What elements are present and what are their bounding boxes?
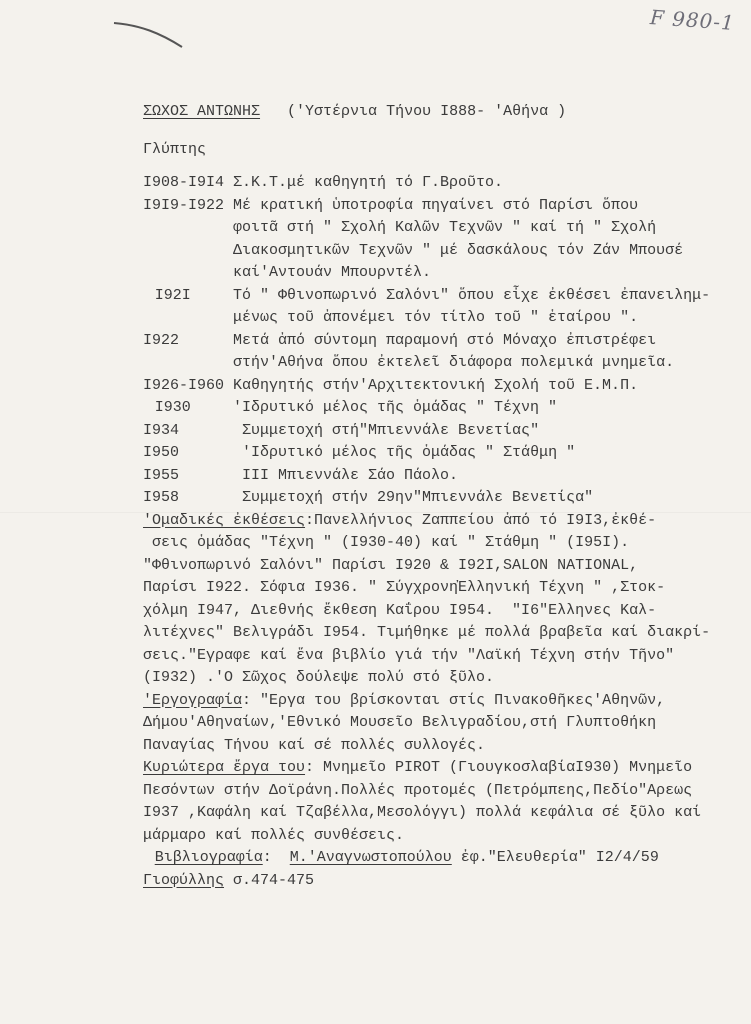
year: I950 xyxy=(143,444,180,461)
artist-name: ΣΩΧΟΣ ΑΝΤΩΝΗΣ xyxy=(143,103,261,120)
timeline-entry xyxy=(143,397,710,420)
entry-text: 'Ιδρυτικό μέλος τῆς ὁμάδας " Στάθμη " xyxy=(242,444,576,461)
section-text: (I932) .'Ο Σῶχος δούλεψε πολύ στό ξῦλο. xyxy=(143,669,495,686)
year: I92I xyxy=(154,286,191,304)
entry-text: III Μπιεννάλε Σάο Πάολο. xyxy=(242,466,459,484)
entry-text: Καθηγητής στήν'Αρχιτεκτονική Σχολή τοῦ Ε.Μ.Π. xyxy=(233,376,639,394)
bibliography-source: ἐφ."Ελευθερία" I2/4/59 xyxy=(451,849,659,866)
entry-text: Μέ κρατική ὑποτροφία πηγαίνει στό Παρίσι ὅπου xyxy=(233,196,639,214)
year: I9I9-I922 xyxy=(143,196,225,214)
works-section xyxy=(143,690,710,713)
section-text: σεις ὁμάδας "Τέχνη " (I930-40) καί " Στάθμη " (I95I). xyxy=(143,534,630,551)
section-text: "Φθινοπωρινό Σαλόνι" Παρίσι I920 & I92I,SALON NATIONAL, xyxy=(143,556,639,574)
section-text: : Μνημεῖο PIROT (ΓιουγκοσλαβίαI930) Μνημεῖο xyxy=(305,759,693,776)
entry-text: φοιτᾶ στή " Σχολή Καλῶν Τεχνῶν " καί τή " Σχολή xyxy=(233,219,657,236)
entry-text: Συμμετοχή στή"Μπιεννάλε Βενετίας" xyxy=(242,421,540,439)
section-text: : "Εργα του βρίσκονται στίς Πινακοθῆκες'Αθηνῶν, xyxy=(242,691,666,709)
section-text: :Πανελλήνιος Ζαππείου ἀπό τό I9I3,ἐκθέ- xyxy=(305,511,657,529)
entry-text: Διακοσμητικῶν Τεχνῶν " μέ δασκάλους τόν Ζάν Μπουσέ xyxy=(233,241,684,259)
year: I930 xyxy=(154,399,191,416)
bibliography-line xyxy=(143,870,710,893)
timeline-entry xyxy=(143,420,710,443)
entry-text: μένως τοῦ ἀπονέμει τόν τίτλο τοῦ " ἑταίρου ". xyxy=(233,309,639,326)
bibliography-section xyxy=(143,847,710,870)
group-exhibitions xyxy=(143,510,710,533)
section-label: Βιβλιογραφία xyxy=(154,849,263,866)
year: I908-I9I4 xyxy=(143,174,225,191)
section-text: Πεσόντων στήν Δοϊράνη.Πολλές προτομές (Πετρόμπεης,Πεδίο"Αρεως xyxy=(143,781,693,799)
timeline-entry xyxy=(143,172,710,195)
section-text: μάρμαρο καί πολλές συνθέσεις. xyxy=(143,826,405,844)
biography-body xyxy=(143,172,710,892)
bibliography-pages: σ.474-475 xyxy=(224,871,315,889)
entry-text: Συμμετοχή στήν 29ην"Μπιεννάλε Βενετίςα" xyxy=(242,489,594,506)
timeline-entry xyxy=(143,465,710,488)
timeline-entry xyxy=(143,195,710,218)
timeline-entry xyxy=(143,442,710,465)
separator: : xyxy=(262,849,290,866)
profession: Γλύπτης xyxy=(143,141,207,158)
section-text: λιτέχνες" Βελιγράδι I954. Τιμήθηκε μέ πολλά βραβεῖα καί διακρί- xyxy=(143,624,711,641)
bibliography-author: Μ.'Αναγνωστοπούλου xyxy=(289,849,452,866)
year: I958 xyxy=(143,489,180,506)
year: I955 xyxy=(143,466,180,484)
entry-text: Τό " Φθινοπωρινό Σαλόνι" ὅπου εἶχε ἐκθέσει ἐπανειλημ- xyxy=(233,286,711,304)
document-title xyxy=(143,101,566,123)
entry-text: Σ.Κ.Τ.μέ καθηγητή τό Γ.Βροῦτο. xyxy=(233,174,504,191)
timeline-entry xyxy=(143,375,710,398)
section-text: χόλμη I947, Διεθνής ἔκθεση Καΐρου I954. "I6"Ελληνες Καλ- xyxy=(143,601,657,619)
entry-text: Μετά ἀπό σύντομη παραμονή στό Μόναχο ἐπιστρέφει xyxy=(233,331,657,349)
pencil-mark xyxy=(110,15,190,55)
archive-number: F 980-1 xyxy=(649,5,736,35)
birth-origin: ('Υστέρνια Τήνου I888- 'Αθήνα ) xyxy=(287,103,567,120)
year: I926-I960 xyxy=(143,376,225,394)
section-text: I937 ,Καφάλη καί Τζαβέλλα,Μεσολόγγι) πολλά κεφάλια σέ ξῦλο καί xyxy=(143,804,702,821)
bibliography-author: Γιοφύλλης xyxy=(143,871,225,889)
section-text: Δήμου'Αθηναίων,'Εθνικό Μουσεῖο Βελιγραδίου,στή Γλυπτοθήκη xyxy=(143,714,657,731)
year: I922 xyxy=(143,331,180,349)
section-label: 'Ομαδικές ἐκθέσεις xyxy=(143,511,306,529)
section-label: Κυριώτερα ἔργα του xyxy=(143,759,306,776)
section-text: Παρίσι I922. Σόφια I936. " ΣύγχρονηἘλληνική Τέχνη " ,Στοκ- xyxy=(143,579,666,596)
section-label: 'Εργογραφία xyxy=(143,691,243,709)
entry-text: καί'Αντουάν Μπουρντέλ. xyxy=(233,264,432,281)
section-text: σεις."Εγραφε καί ἕνα βιβλίο γιά τήν "Λαϊκή Τέχνη στήν Τῆνο" xyxy=(143,646,675,664)
main-works-section xyxy=(143,757,710,780)
section-text: Παναγίας Τήνου καί σέ πολλές συλλογές. xyxy=(143,736,486,754)
timeline-entry xyxy=(143,487,710,510)
entry-text: 'Ιδρυτικό μέλος τῆς ὁμάδας " Τέχνη " xyxy=(233,399,558,416)
timeline-entry xyxy=(143,330,710,353)
year: I934 xyxy=(143,421,180,439)
entry-text: στήν'Αθήνα ὅπου ἐκτελεῖ διάφορα πολεμικά μνημεῖα. xyxy=(233,354,675,371)
timeline-entry xyxy=(143,285,710,308)
